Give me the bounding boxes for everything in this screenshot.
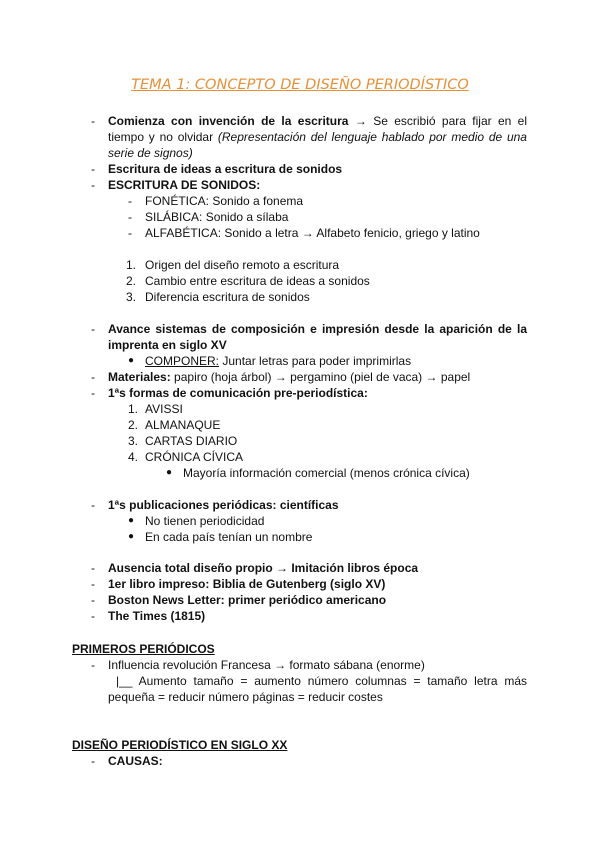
- bullet-icon: ●: [128, 515, 135, 526]
- bullet-icon: ●: [128, 355, 135, 366]
- dash-marker: -: [128, 226, 132, 240]
- list-number: 1.: [126, 258, 137, 272]
- list-item-continuation: tiempo y no olvidar (Representación del lenguaje hablado por medio de una: [108, 130, 527, 144]
- sub-list-item: FONÉTICA: Sonido a fonema: [145, 194, 304, 208]
- dash-marker: -: [91, 593, 95, 607]
- dash-marker: -: [91, 178, 95, 192]
- dash-marker: -: [91, 754, 95, 768]
- sub-list-item: SILÁBICA: Sonido a sílaba: [145, 210, 289, 224]
- sub-list-item: ALFABÉTICA: Sonido a letra → Alfabeto fenicio, griego y latino: [145, 226, 480, 240]
- dash-marker: -: [91, 370, 95, 384]
- list-item: Ausencia total diseño propio → Imitación libros época: [108, 561, 419, 575]
- dash-marker: -: [91, 498, 95, 512]
- list-number: 1.: [128, 402, 139, 416]
- list-number: 4.: [128, 450, 139, 464]
- numbered-item: Origen del diseño remoto a escritura: [145, 258, 340, 272]
- list-item: Escritura de ideas a escritura de sonidos: [108, 162, 343, 176]
- list-item: Materiales: papiro (hoja árbol) → pergamino (piel de vaca) → papel: [108, 370, 471, 384]
- list-number: 2.: [126, 274, 137, 288]
- note-line: |__ Aumento tamaño = aumento número columnas = tamaño letra más: [116, 674, 527, 688]
- list-item: Comienza con invención de la escritura → Se escribió para fijar en el: [108, 114, 528, 128]
- list-number: 2.: [128, 418, 139, 432]
- list-item-continuation: serie de signos): [108, 146, 193, 160]
- section-heading: DISEÑO PERIODÍSTICO EN SIGLO XX: [72, 738, 288, 752]
- list-item: ESCRITURA DE SONIDOS:: [108, 178, 261, 192]
- list-item: 1er libro impreso: Biblia de Gutenberg (siglo XV): [108, 577, 386, 591]
- dash-marker: -: [91, 322, 95, 336]
- bullet-icon: ●: [128, 531, 135, 542]
- sub-list-item: Mayoría información comercial (menos crónica cívica): [183, 466, 470, 480]
- numbered-item: ALMANAQUE: [145, 418, 221, 432]
- list-item: CAUSAS:: [108, 754, 163, 768]
- dash-marker: -: [128, 210, 132, 224]
- numbered-item: AVISSI: [145, 402, 183, 416]
- dash-marker: -: [91, 561, 95, 575]
- sub-list-item: En cada país tenían un nombre: [145, 530, 313, 544]
- list-number: 3.: [126, 290, 137, 304]
- numbered-item: Cambio entre escritura de ideas a sonidos: [145, 274, 370, 288]
- list-item-continuation: imprenta en siglo XV: [108, 338, 227, 352]
- list-item: Avance sistemas de composición e impresión desde la aparición de la: [108, 322, 527, 336]
- dash-marker: -: [91, 386, 95, 400]
- list-item: Influencia revolución Francesa → formato sábana (enorme): [108, 658, 425, 672]
- sub-list-item: No tienen periodicidad: [145, 514, 265, 528]
- list-item: The Times (1815): [108, 609, 206, 623]
- list-item: 1ªs formas de comunicación pre-periodística:: [108, 386, 368, 400]
- note-line: pequeña = reducir número páginas = reducir costes: [108, 690, 383, 704]
- dash-marker: -: [91, 577, 95, 591]
- dash-marker: -: [128, 194, 132, 208]
- bullet-icon: ●: [166, 467, 173, 478]
- list-item: 1ªs publicaciones periódicas: científicas: [108, 498, 339, 512]
- dash-marker: -: [91, 609, 95, 623]
- numbered-item: CRÓNICA CÍVICA: [145, 450, 244, 464]
- numbered-item: CARTAS DIARIO: [145, 434, 238, 448]
- dash-marker: -: [91, 162, 95, 176]
- dash-marker: -: [91, 658, 95, 672]
- numbered-item: Diferencia escritura de sonidos: [145, 290, 310, 304]
- section-heading: PRIMEROS PERIÓDICOS: [72, 642, 215, 656]
- list-number: 3.: [128, 434, 139, 448]
- dash-marker: -: [91, 114, 95, 128]
- list-item: Boston News Letter: primer periódico americano: [108, 593, 387, 607]
- page-title: TEMA 1: CONCEPTO DE DISEÑO PERIODÍSTICO: [131, 77, 469, 93]
- sub-list-item: COMPONER: Juntar letras para poder imprimirlas: [145, 354, 412, 368]
